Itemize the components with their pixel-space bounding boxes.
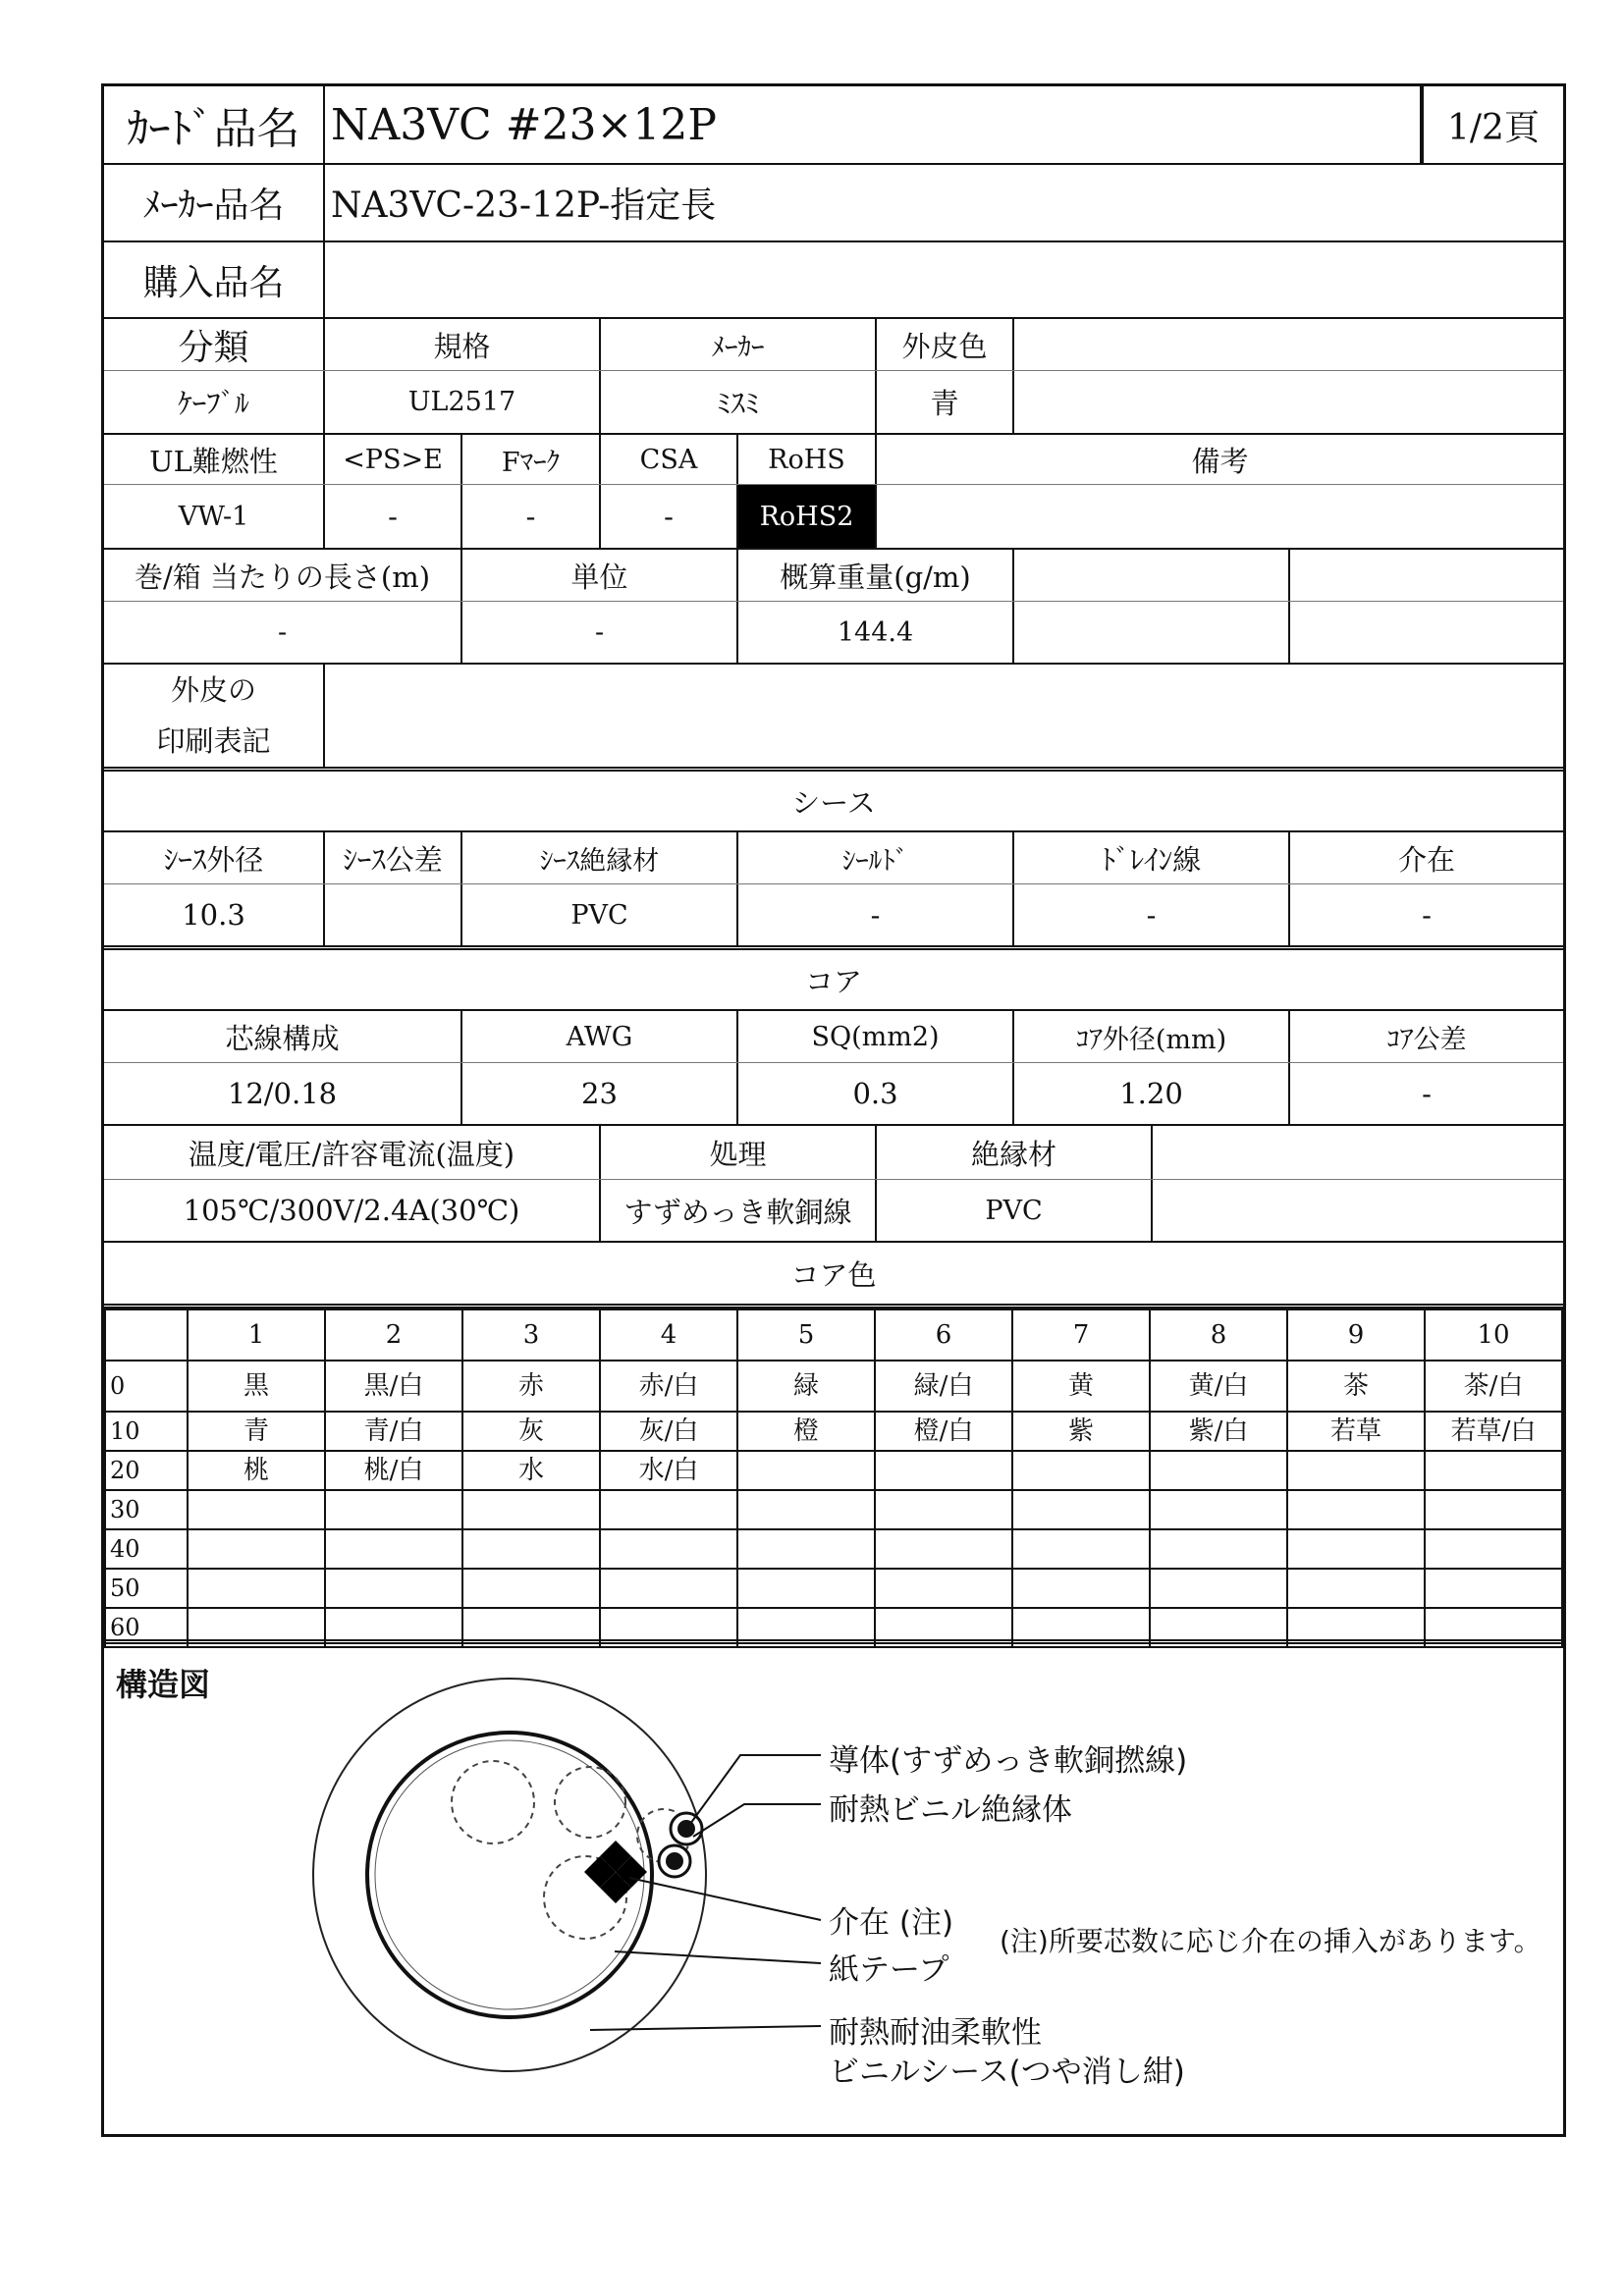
core-color-row-label: 10	[105, 1412, 188, 1451]
f-mark-header: Fﾏｰｸ	[462, 435, 601, 484]
length-extra-header-1	[1014, 550, 1290, 601]
f-mark-value: -	[462, 485, 601, 548]
maker-header: ﾒｰｶｰ	[601, 319, 877, 370]
pse-header: <PS>E	[325, 435, 462, 484]
core-color-row-label: 30	[105, 1490, 188, 1529]
core-color-cell: 桃/白	[325, 1451, 462, 1490]
sheath-label-line1: 耐熱耐油柔軟性	[829, 2015, 1042, 2051]
standard-header: 規格	[325, 319, 601, 370]
filler-label: 介在 (注)	[829, 1905, 954, 1941]
core-color-cell	[188, 1569, 325, 1608]
core-color-cell	[1150, 1529, 1287, 1569]
core-color-cell: 紫/白	[1150, 1412, 1287, 1451]
rating-header: 温度/電圧/許容電流(温度)	[104, 1126, 601, 1179]
core-color-corner	[105, 1309, 188, 1361]
core-color-cell: 黄	[1012, 1361, 1150, 1412]
csa-value: -	[601, 485, 738, 548]
core-color-cell: 緑/白	[875, 1361, 1012, 1412]
outer-sheath-circle	[313, 1679, 706, 2071]
core-color-row-label: 50	[105, 1569, 188, 1608]
conductor-dot	[666, 1852, 683, 1870]
treatment-header: 処理	[601, 1126, 877, 1179]
awg-header: AWG	[462, 1011, 738, 1062]
core-color-col: 4	[600, 1309, 737, 1361]
core-color-cell	[1425, 1529, 1562, 1569]
core-spec-extra-value	[1153, 1180, 1563, 1241]
unit-value: -	[462, 602, 738, 663]
core-od-value: 1.20	[1014, 1063, 1290, 1124]
length-per-reel-header: 巻/箱 当たりの長さ(m)	[104, 550, 462, 601]
core-color-cell	[1287, 1490, 1425, 1529]
core-color-cell	[875, 1451, 1012, 1490]
core-color-col: 7	[1012, 1309, 1150, 1361]
sheath-header-row	[104, 832, 1563, 883]
maker-name-label: ﾒｰｶｰ品名	[104, 165, 325, 240]
core-spec-extra-header	[1153, 1126, 1563, 1179]
maker-name-value: NA3VC-23-12P-指定長	[331, 186, 717, 226]
core-color-cell	[1425, 1451, 1562, 1490]
core-value-row	[104, 1063, 1563, 1124]
purchase-name-value	[325, 242, 1563, 317]
sq-header: SQ(mm2)	[738, 1011, 1014, 1062]
core-color-cell	[1012, 1529, 1150, 1569]
core-color-col: 9	[1287, 1309, 1425, 1361]
core-color-cell	[188, 1529, 325, 1569]
core-color-cell	[875, 1529, 1012, 1569]
core-color-row-label: 60	[105, 1608, 188, 1647]
core-color-header-row	[105, 1309, 1562, 1361]
core-color-cell: 水	[462, 1451, 600, 1490]
core-color-cell: 黒/白	[325, 1361, 462, 1412]
classification-header-row	[104, 319, 1563, 370]
core-color-cell	[737, 1529, 875, 1569]
maker-value: ﾐｽﾐ	[601, 371, 877, 433]
sheath-title: シース	[791, 785, 876, 820]
core-color-cell	[325, 1490, 462, 1529]
card-name-value: NA3VC #23×12P	[325, 86, 1422, 163]
rohs-value: RoHS2	[738, 485, 877, 548]
core-color-cell: 茶/白	[1425, 1361, 1562, 1412]
core-color-cell	[875, 1569, 1012, 1608]
core-color-row	[105, 1361, 1562, 1412]
core-color-cell: 水/白	[600, 1451, 737, 1490]
pse-value: -	[325, 485, 462, 548]
flame-rating-value: VW-1	[104, 485, 325, 548]
sheath-title-row	[104, 772, 1563, 830]
core-color-cell	[325, 1529, 462, 1569]
card-name-row	[104, 86, 1563, 163]
core-color-col: 8	[1150, 1309, 1287, 1361]
sheath-label-line2: ビニルシース(つや消し紺)	[829, 2055, 1185, 2090]
core-color-col: 3	[462, 1309, 600, 1361]
printing-label	[104, 665, 325, 767]
core-tolerance-header: ｺｱ公差	[1386, 1024, 1467, 1055]
flame-rating-header: UL難燃性	[104, 435, 325, 484]
core-color-cell	[462, 1529, 600, 1569]
core-color-cell: 橙	[737, 1412, 875, 1451]
weight-value: 144.4	[738, 602, 1014, 663]
core-color-cell	[462, 1490, 600, 1529]
jacket-color-header: 外皮色	[877, 319, 1014, 370]
length-header-row	[104, 550, 1563, 601]
printing-value	[325, 665, 1563, 767]
conductor-label: 導体(すずめっき軟銅撚線)	[829, 1743, 1188, 1779]
cert-header-row	[104, 435, 1563, 484]
insulation-label: 耐熱ビニル絶縁体	[829, 1792, 1072, 1828]
filler-note: (注)所要芯数に応じ介在の挿入があります。	[1000, 1925, 1542, 1957]
core-color-row-label: 40	[105, 1529, 188, 1569]
core-color-cell	[1150, 1569, 1287, 1608]
core-tolerance-value: -	[1422, 1077, 1432, 1110]
core-color-cell	[875, 1490, 1012, 1529]
tape-leader	[615, 1951, 821, 1963]
sheath-tolerance-value	[325, 884, 462, 945]
core-color-table	[104, 1308, 1563, 1641]
maker-name-row	[104, 165, 1563, 240]
core-color-cell: 緑	[737, 1361, 875, 1412]
filler-header: 介在	[1397, 842, 1455, 877]
shield-value: -	[738, 884, 1014, 945]
core-color-cell: 青	[188, 1412, 325, 1451]
core-color-cell	[600, 1529, 737, 1569]
weight-header: 概算重量(g/m)	[738, 550, 1014, 601]
filler-leader	[629, 1878, 821, 1920]
core-color-col: 5	[737, 1309, 875, 1361]
core-color-row	[105, 1569, 1562, 1608]
core-color-cell	[1287, 1569, 1425, 1608]
treatment-value: すずめっき軟銅線	[601, 1180, 877, 1241]
core-color-cell	[1287, 1451, 1425, 1490]
conductor-leader	[690, 1755, 821, 1824]
core-color-cell: 茶	[1287, 1361, 1425, 1412]
dashed-core-circle	[452, 1761, 534, 1843]
core-color-row	[105, 1412, 1562, 1451]
sheath-tolerance-header: ｼｰｽ公差	[325, 832, 462, 883]
drain-wire-value: -	[1014, 884, 1290, 945]
conductor-dot	[677, 1820, 695, 1838]
core-color-cell: 赤/白	[600, 1361, 737, 1412]
standard-value: UL2517	[325, 371, 601, 433]
core-color-cell	[737, 1451, 875, 1490]
core-color-col: 1	[188, 1309, 325, 1361]
awg-value: 23	[462, 1063, 738, 1124]
rohs-header: RoHS	[738, 435, 877, 484]
core-color-col: 10	[1425, 1309, 1562, 1361]
core-color-cell	[737, 1490, 875, 1529]
classification-header: 分類	[104, 319, 325, 370]
core-color-cell	[1012, 1569, 1150, 1608]
core-insulation-header: 絶縁材	[877, 1126, 1153, 1179]
core-insulation-value: PVC	[877, 1180, 1153, 1241]
rating-value: 105℃/300V/2.4A(30℃)	[104, 1180, 601, 1241]
core-color-row	[105, 1451, 1562, 1490]
shield-header: ｼｰﾙﾄﾞ	[738, 832, 1014, 883]
core-color-cell: 若草	[1287, 1412, 1425, 1451]
classification-value: ｹｰﾌﾞﾙ	[104, 371, 325, 433]
core-color-cell	[1287, 1529, 1425, 1569]
core-spec-value-row	[104, 1180, 1563, 1241]
core-color-cell: 若草/白	[1425, 1412, 1562, 1451]
sheath-insulation-header: ｼｰｽ絶縁材	[462, 832, 738, 883]
printing-label-line2: 印刷表記	[156, 724, 271, 758]
unit-header: 単位	[462, 550, 738, 601]
core-color-cell	[1425, 1569, 1562, 1608]
sheath-leader	[590, 2026, 821, 2030]
insulation-leader	[693, 1804, 821, 1837]
core-color-cell: 青/白	[325, 1412, 462, 1451]
sheath-value-row	[104, 884, 1563, 945]
length-extra-header-2	[1290, 550, 1563, 601]
paper-tape-label: 紙テープ	[829, 1952, 949, 1988]
cert-value-row	[104, 485, 1563, 548]
core-color-cell	[1150, 1451, 1287, 1490]
core-title-row	[104, 950, 1563, 1009]
core-color-cell	[188, 1490, 325, 1529]
sq-value: 0.3	[738, 1063, 1014, 1124]
printing-label-line1: 外皮の	[170, 673, 256, 707]
core-spec-header-row	[104, 1126, 1563, 1179]
classification-extra-header	[1014, 319, 1563, 370]
spec-sheet	[101, 83, 1566, 2137]
core-color-title-row	[104, 1243, 1563, 1304]
core-header-row	[104, 1011, 1563, 1062]
length-extra-value-2	[1290, 602, 1563, 663]
purchase-name-label: 購入品名	[104, 242, 325, 317]
core-color-cell	[600, 1490, 737, 1529]
core-color-cell: 紫	[1012, 1412, 1150, 1451]
sheath-od-value: 10.3	[104, 884, 325, 945]
filler-value: -	[1422, 898, 1432, 932]
classification-value-row	[104, 371, 1563, 433]
core-color-row-label: 0	[105, 1361, 188, 1412]
core-color-cell: 黄/白	[1150, 1361, 1287, 1412]
remarks-value	[877, 485, 1563, 548]
drain-wire-header: ﾄﾞﾚｲﾝ線	[1014, 832, 1290, 883]
classification-extra-value	[1014, 371, 1563, 433]
strand-header: 芯線構成	[104, 1011, 462, 1062]
sheath-insulation-value: PVC	[462, 884, 738, 945]
strand-value: 12/0.18	[104, 1063, 462, 1124]
length-extra-value-1	[1014, 602, 1290, 663]
core-color-cell	[1425, 1490, 1562, 1529]
page-number: 1/2頁	[1422, 86, 1563, 163]
length-per-reel-value: -	[104, 602, 462, 663]
core-color-cell	[1012, 1451, 1150, 1490]
core-color-cell: 黒	[188, 1361, 325, 1412]
core-color-cell: 灰/白	[600, 1412, 737, 1451]
core-color-col: 6	[875, 1309, 1012, 1361]
sheath-od-header: ｼｰｽ外径	[104, 832, 325, 883]
csa-header: CSA	[601, 435, 738, 484]
core-color-row	[105, 1529, 1562, 1569]
card-name-label: ｶｰﾄﾞ品名	[104, 86, 325, 163]
length-value-row	[104, 602, 1563, 663]
jacket-color-value: 青	[877, 371, 1014, 433]
purchase-name-row	[104, 242, 1563, 317]
structure-diagram-title: 構造図	[116, 1666, 211, 1703]
core-color-cell: 赤	[462, 1361, 600, 1412]
core-color-cell	[1012, 1490, 1150, 1529]
core-color-cell: 橙/白	[875, 1412, 1012, 1451]
core-color-row	[105, 1490, 1562, 1529]
core-color-row-label: 20	[105, 1451, 188, 1490]
remarks-header: 備考	[1191, 444, 1249, 478]
core-color-cell	[1150, 1490, 1287, 1529]
core-color-col: 2	[325, 1309, 462, 1361]
core-color-cell: 灰	[462, 1412, 600, 1451]
printing-row	[104, 665, 1563, 767]
core-color-title: コア色	[790, 1257, 877, 1292]
core-color-cell	[462, 1569, 600, 1608]
core-title: コア	[804, 964, 862, 998]
core-color-cell	[737, 1569, 875, 1608]
core-color-cell: 桃	[188, 1451, 325, 1490]
core-od-header: ｺｱ外径(mm)	[1014, 1011, 1290, 1062]
filler-symbol	[584, 1841, 647, 1903]
core-color-cell	[325, 1569, 462, 1608]
core-color-cell	[600, 1569, 737, 1608]
